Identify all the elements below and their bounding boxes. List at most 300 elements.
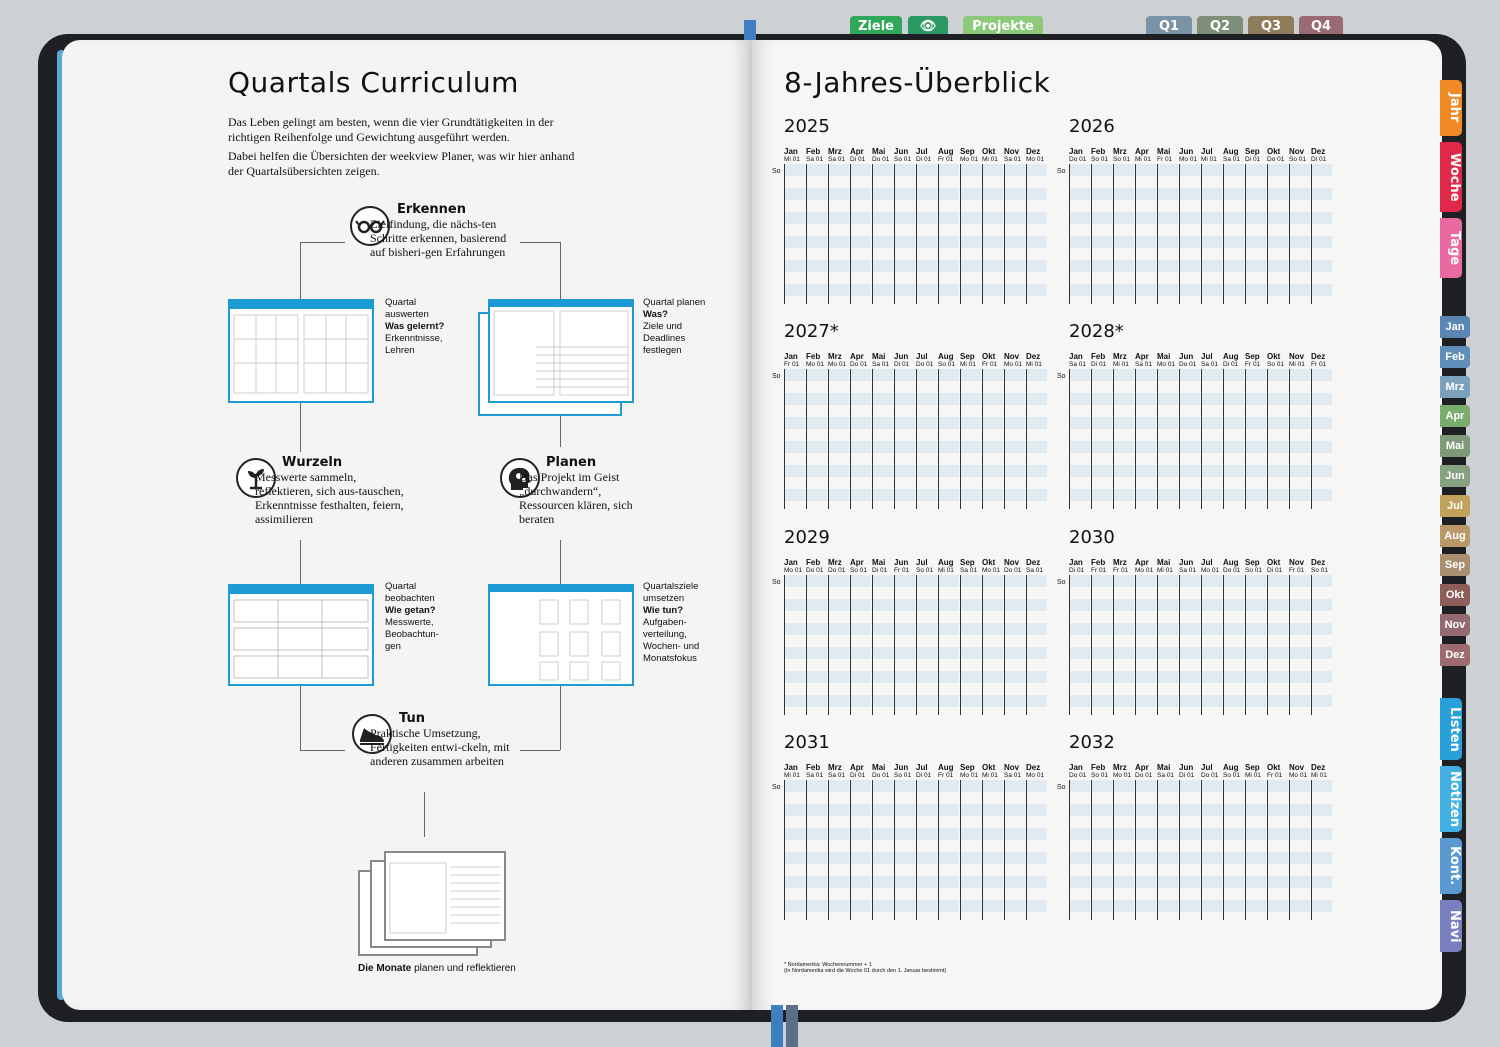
- month-name: Jan: [784, 558, 798, 567]
- month-first-day: Sa 01: [1179, 567, 1196, 574]
- sunday-row-label: So: [772, 784, 781, 791]
- tab-kont[interactable]: Kont.: [1440, 838, 1462, 894]
- month-week-strip: [1113, 575, 1134, 715]
- month-name: Okt: [982, 147, 996, 156]
- erkennen-title: Erkennen: [397, 202, 466, 217]
- month-first-day: Do 01: [1069, 772, 1087, 779]
- month-column: [1026, 764, 1046, 780]
- month-first-day: Mi 01: [982, 156, 998, 163]
- month-first-day: Sa 01: [1135, 361, 1152, 368]
- month-column: [1179, 764, 1199, 780]
- year-title: 2029: [784, 527, 830, 548]
- thumb-quartal-planen: [488, 299, 634, 403]
- month-first-day: Mo 01: [806, 361, 825, 368]
- label-quartal-beobachten: Quartal beobachten Wie getan? Messwerte, Beobachtun- gen: [385, 581, 439, 652]
- month-name: Sep: [960, 147, 975, 156]
- month-column: [1201, 764, 1221, 780]
- month-column: [1267, 148, 1287, 164]
- month-first-day: Mo 01: [1179, 156, 1198, 163]
- month-week-strip: [1245, 780, 1266, 920]
- month-week-strip: [938, 369, 959, 509]
- month-first-day: Do 01: [1201, 772, 1219, 779]
- month-first-day: Mi 01: [1113, 361, 1129, 368]
- month-column: [938, 764, 958, 780]
- month-first-day: Di 01: [916, 156, 932, 163]
- month-name: Jul: [1201, 352, 1213, 361]
- month-week-strip: [916, 369, 937, 509]
- year-title: 2030: [1069, 527, 1115, 548]
- month-first-day: Fr 01: [1091, 567, 1107, 574]
- month-name: Sep: [1245, 558, 1260, 567]
- month-first-day: Mo 01: [828, 361, 847, 368]
- month-column: [806, 148, 826, 164]
- month-first-day: Do 01: [872, 156, 890, 163]
- tab-month-feb[interactable]: Feb: [1440, 346, 1470, 368]
- label-quartal-auswerten: Quartal auswerten Was gelernt? Erkenntnisse, Lehren: [385, 297, 445, 356]
- month-name: Mai: [872, 147, 886, 156]
- month-first-day: So 01: [1091, 156, 1108, 163]
- month-column: [894, 764, 914, 780]
- month-column: [1091, 148, 1111, 164]
- month-name: Jul: [916, 763, 928, 772]
- tab-month-jan[interactable]: Jan: [1440, 316, 1470, 338]
- month-first-day: Mi 01: [784, 772, 800, 779]
- month-week-strip: [1311, 575, 1332, 715]
- month-first-day: Fr 01: [784, 361, 800, 368]
- erkennen-text: Zielfindung, die nächs-ten Schritte erkennen, basierend auf bisheri-gen Erfahrungen: [370, 217, 507, 259]
- tab-woche[interactable]: Woche: [1440, 142, 1462, 212]
- month-week-strip: [982, 780, 1003, 920]
- month-column: [1311, 353, 1331, 369]
- month-name: Feb: [1091, 352, 1106, 361]
- month-name: Feb: [1091, 558, 1106, 567]
- month-name: Jan: [784, 763, 798, 772]
- month-name: Jan: [1069, 147, 1083, 156]
- month-week-strip: [1201, 575, 1222, 715]
- month-name: Aug: [1223, 763, 1239, 772]
- month-column: [1026, 148, 1046, 164]
- month-column: [1135, 764, 1155, 780]
- ribbon-bottom-2: [786, 1005, 798, 1047]
- month-name: Mrz: [1113, 147, 1127, 156]
- month-column: [872, 353, 892, 369]
- month-week-strip: [1069, 575, 1090, 715]
- wurzeln-title: Wurzeln: [282, 455, 343, 470]
- month-name: Jun: [894, 352, 909, 361]
- month-week-strip: [1179, 575, 1200, 715]
- monate-caption: Die Monate planen und reflektieren: [358, 963, 516, 974]
- month-first-day: Fr 01: [938, 772, 954, 779]
- month-first-day: Sa 01: [1223, 156, 1240, 163]
- intro-text-2: Dabei helfen die Übersichten der weekview Planer, was wir hier anhand der Quartalsübersichten zeigen.: [228, 149, 575, 178]
- month-week-strip: [850, 369, 871, 509]
- month-name: Dez: [1026, 147, 1041, 156]
- month-name: Apr: [850, 147, 864, 156]
- month-first-day: Mo 01: [1157, 361, 1176, 368]
- month-first-day: Mi 01: [1245, 772, 1261, 779]
- year-block: [1057, 321, 1339, 511]
- month-name: Jun: [1179, 147, 1194, 156]
- month-name: Aug: [1223, 352, 1239, 361]
- month-name: Okt: [982, 558, 996, 567]
- month-column: [872, 559, 892, 575]
- month-first-day: Di 01: [872, 567, 888, 574]
- month-week-strip: [1289, 575, 1310, 715]
- month-week-strip: [916, 164, 937, 304]
- month-name: Nov: [1289, 558, 1305, 567]
- month-first-day: So 01: [1091, 772, 1108, 779]
- month-week-strip: [1026, 369, 1047, 509]
- month-week-strip: [1223, 780, 1244, 920]
- month-name: Dez: [1026, 763, 1041, 772]
- tab-month-dez[interactable]: Dez: [1440, 644, 1470, 666]
- ribbon-top: [744, 20, 756, 42]
- month-week-strip: [938, 164, 959, 304]
- month-name: Mrz: [828, 147, 842, 156]
- month-week-strip: [1004, 780, 1025, 920]
- month-column: [1311, 559, 1331, 575]
- month-name: Mai: [1157, 763, 1171, 772]
- month-name: Jan: [1069, 352, 1083, 361]
- month-column: [982, 353, 1002, 369]
- tab-month-mrz[interactable]: Mrz: [1440, 376, 1470, 398]
- year-title: 2025: [784, 116, 830, 137]
- month-column: [938, 148, 958, 164]
- month-column: [806, 559, 826, 575]
- month-week-strip: [894, 780, 915, 920]
- month-name: Mrz: [1113, 763, 1127, 772]
- month-week-strip: [784, 575, 805, 715]
- month-name: Mai: [1157, 147, 1171, 156]
- month-column: [1223, 559, 1243, 575]
- month-first-day: Mo 01: [1201, 567, 1220, 574]
- month-week-strip: [872, 780, 893, 920]
- month-name: Aug: [938, 147, 954, 156]
- month-name: Sep: [1245, 147, 1260, 156]
- month-week-strip: [1179, 780, 1200, 920]
- tun-text: Praktische Umsetzung, Fertigkeiten entwi-ckeln, mit anderen zusammen arbeiten: [370, 726, 510, 768]
- month-name: Dez: [1311, 352, 1326, 361]
- month-first-day: So 01: [938, 361, 955, 368]
- month-column: [1245, 353, 1265, 369]
- month-week-strip: [806, 780, 827, 920]
- month-column: [1223, 353, 1243, 369]
- month-column: [828, 559, 848, 575]
- month-column: [1267, 559, 1287, 575]
- tab-navi[interactable]: Navi: [1440, 900, 1462, 952]
- month-week-strip: [1245, 369, 1266, 509]
- month-week-strip: [872, 164, 893, 304]
- month-name: Mai: [872, 763, 886, 772]
- month-first-day: So 01: [894, 772, 911, 779]
- month-name: Sep: [960, 558, 975, 567]
- tab-ziele[interactable]: Ziele: [850, 16, 902, 38]
- month-first-day: Mo 01: [784, 567, 803, 574]
- sunday-row-label: So: [1057, 784, 1066, 791]
- month-first-day: Do 01: [806, 567, 824, 574]
- month-column: [806, 764, 826, 780]
- month-column: [1245, 559, 1265, 575]
- month-first-day: So 01: [1223, 772, 1240, 779]
- month-first-day: Mi 01: [960, 361, 976, 368]
- tab-month-sep[interactable]: Sep: [1440, 554, 1470, 576]
- month-week-strip: [1091, 780, 1112, 920]
- month-column: [1026, 353, 1046, 369]
- month-first-day: Di 01: [916, 772, 932, 779]
- month-name: Mai: [872, 352, 886, 361]
- month-first-day: So 01: [916, 567, 933, 574]
- month-week-strip: [828, 164, 849, 304]
- month-column: [1157, 148, 1177, 164]
- month-week-strip: [1311, 780, 1332, 920]
- month-column: [960, 764, 980, 780]
- month-first-day: Di 01: [1069, 567, 1085, 574]
- month-name: Jan: [1069, 558, 1083, 567]
- month-week-strip: [1289, 164, 1310, 304]
- month-column: [1113, 353, 1133, 369]
- month-first-day: Mi 01: [1201, 156, 1217, 163]
- page-title-left: Quartals Curriculum: [228, 66, 519, 99]
- tab-month-mai[interactable]: Mai: [1440, 435, 1470, 457]
- month-week-strip: [850, 575, 871, 715]
- month-name: Nov: [1289, 352, 1305, 361]
- month-name: Jun: [894, 558, 909, 567]
- month-first-day: Do 01: [1069, 156, 1087, 163]
- month-column: [850, 559, 870, 575]
- month-first-day: Sa 01: [828, 156, 845, 163]
- month-column: [916, 764, 936, 780]
- ribbon-bottom: [771, 1005, 783, 1047]
- month-name: Nov: [1004, 763, 1020, 772]
- month-name: Feb: [1091, 147, 1106, 156]
- month-week-strip: [1026, 575, 1047, 715]
- month-column: [1179, 148, 1199, 164]
- month-name: Aug: [1223, 558, 1239, 567]
- year-title: 2032: [1069, 732, 1115, 753]
- month-week-strip: [784, 369, 805, 509]
- month-name: Sep: [1245, 763, 1260, 772]
- sunday-row-label: So: [772, 168, 781, 175]
- thumb-quartalsziele-umsetzen: [488, 584, 634, 686]
- year-block: [772, 527, 1054, 717]
- month-name: Okt: [1267, 558, 1281, 567]
- month-column: [1004, 353, 1024, 369]
- month-first-day: Mi 01: [1135, 156, 1151, 163]
- month-name: Apr: [1135, 352, 1149, 361]
- tab-listen[interactable]: Listen: [1440, 698, 1462, 760]
- tab-q4[interactable]: Q4: [1299, 16, 1343, 38]
- month-first-day: So 01: [1113, 156, 1130, 163]
- month-name: Apr: [850, 558, 864, 567]
- month-column: [1157, 353, 1177, 369]
- month-name: Mai: [1157, 558, 1171, 567]
- month-week-strip: [1135, 575, 1156, 715]
- month-column: [1135, 559, 1155, 575]
- month-week-strip: [806, 575, 827, 715]
- month-first-day: Mi 01: [1289, 361, 1305, 368]
- month-name: Jul: [916, 558, 928, 567]
- month-week-strip: [1201, 780, 1222, 920]
- month-column: [828, 353, 848, 369]
- month-week-strip: [1004, 164, 1025, 304]
- tab-month-nov[interactable]: Nov: [1440, 614, 1470, 636]
- month-first-day: Sa 01: [1026, 567, 1043, 574]
- month-week-strip: [1267, 780, 1288, 920]
- month-first-day: Di 01: [1091, 361, 1107, 368]
- month-column: [1289, 353, 1309, 369]
- month-week-strip: [1135, 369, 1156, 509]
- month-first-day: Fr 01: [1289, 567, 1305, 574]
- label-quartalsziele-umsetzen: Quartalsziele umsetzen Wie tun? Aufgaben- verteilung, Wochen- und Monatsfokus: [643, 581, 700, 664]
- month-week-strip: [784, 780, 805, 920]
- month-column: [1157, 559, 1177, 575]
- month-first-day: Mo 01: [1113, 772, 1132, 779]
- month-week-strip: [1004, 575, 1025, 715]
- month-name: Jul: [1201, 147, 1213, 156]
- tab-notizen[interactable]: Notizen: [1440, 766, 1462, 832]
- month-week-strip: [1135, 780, 1156, 920]
- month-column: [1311, 764, 1331, 780]
- sunday-row-label: So: [1057, 373, 1066, 380]
- month-first-day: Sa 01: [960, 567, 977, 574]
- month-column: [1004, 148, 1024, 164]
- month-first-day: Di 01: [1311, 156, 1327, 163]
- cycle-line: [520, 242, 560, 243]
- month-column: [872, 148, 892, 164]
- month-column: [784, 353, 804, 369]
- wurzeln-text: Messwerte sammeln, reflektieren, sich aus-tauschen, Erkenntnisse festhalten, feiern, assimilieren: [255, 470, 404, 526]
- month-column: [850, 764, 870, 780]
- month-week-strip: [1113, 780, 1134, 920]
- month-column: [982, 764, 1002, 780]
- month-column: [1223, 764, 1243, 780]
- month-column: [960, 353, 980, 369]
- month-week-strip: [872, 575, 893, 715]
- month-week-strip: [1113, 164, 1134, 304]
- month-first-day: Mi 01: [1157, 567, 1173, 574]
- month-column: [828, 764, 848, 780]
- month-first-day: So 01: [1289, 156, 1306, 163]
- tab-month-jun[interactable]: Jun: [1440, 465, 1470, 487]
- tab-jahr[interactable]: Jahr: [1440, 80, 1462, 136]
- month-name: Okt: [982, 352, 996, 361]
- month-name: Mrz: [1113, 558, 1127, 567]
- month-name: Jul: [916, 147, 928, 156]
- year-block: [1057, 732, 1339, 922]
- month-first-day: Fr 01: [1267, 772, 1283, 779]
- tab-projekte[interactable]: Projekte: [963, 16, 1043, 38]
- month-name: Aug: [938, 763, 954, 772]
- year-title: 2028*: [1069, 321, 1124, 342]
- year-title: 2027*: [784, 321, 839, 342]
- tab-eye-icon[interactable]: 👁: [908, 16, 948, 38]
- month-week-strip: [1267, 575, 1288, 715]
- cycle-line: [300, 750, 345, 751]
- month-week-strip: [1223, 575, 1244, 715]
- month-column: [894, 559, 914, 575]
- month-week-strip: [1201, 369, 1222, 509]
- month-name: Dez: [1311, 558, 1326, 567]
- month-week-strip: [828, 369, 849, 509]
- thumb-quartal-auswerten: [228, 299, 374, 403]
- month-column: [872, 764, 892, 780]
- month-first-day: Sa 01: [1201, 361, 1218, 368]
- month-column: [1201, 353, 1221, 369]
- month-column: [828, 148, 848, 164]
- tab-tage[interactable]: Tage: [1440, 218, 1462, 278]
- tab-q3[interactable]: Q3: [1248, 16, 1294, 38]
- month-first-day: Mo 01: [1026, 156, 1045, 163]
- month-name: Jul: [916, 352, 928, 361]
- month-week-strip: [938, 780, 959, 920]
- month-column: [784, 148, 804, 164]
- month-name: Jun: [1179, 352, 1194, 361]
- month-column: [894, 148, 914, 164]
- month-week-strip: [982, 164, 1003, 304]
- month-first-day: Fr 01: [1157, 156, 1173, 163]
- month-column: [1267, 764, 1287, 780]
- month-column: [1245, 764, 1265, 780]
- month-name: Apr: [1135, 763, 1149, 772]
- month-first-day: Fr 01: [938, 156, 954, 163]
- month-week-strip: [1069, 369, 1090, 509]
- month-column: [1201, 559, 1221, 575]
- month-name: Dez: [1311, 147, 1326, 156]
- month-first-day: Di 01: [850, 772, 866, 779]
- tab-month-aug[interactable]: Aug: [1440, 525, 1470, 547]
- intro-text-1: Das Leben gelingt am besten, wenn die vier Grundtätigkeiten in der richtigen Reihenfolge und Gewichtung ausgeführt werden.: [228, 115, 554, 144]
- month-week-strip: [960, 780, 981, 920]
- month-name: Jan: [1069, 763, 1083, 772]
- month-name: Aug: [938, 558, 954, 567]
- month-first-day: Mi 01: [938, 567, 954, 574]
- month-column: [850, 353, 870, 369]
- month-week-strip: [1004, 369, 1025, 509]
- tab-month-okt[interactable]: Okt: [1440, 584, 1470, 606]
- month-week-strip: [938, 575, 959, 715]
- month-column: [1113, 764, 1133, 780]
- month-first-day: Sa 01: [1069, 361, 1086, 368]
- footnote: * Nordamerika: Wochennummer + 1 (In Nordamerika wird die Woche 01 durch den 1. Januar bestimmt): [784, 962, 947, 974]
- page-title-right: 8-Jahres-Überblick: [784, 66, 1051, 99]
- month-week-strip: [960, 164, 981, 304]
- tab-q2[interactable]: Q2: [1197, 16, 1243, 38]
- month-name: Jun: [894, 763, 909, 772]
- month-first-day: Do 01: [872, 772, 890, 779]
- tab-month-apr[interactable]: Apr: [1440, 405, 1470, 427]
- month-name: Aug: [938, 352, 954, 361]
- month-column: [1311, 148, 1331, 164]
- month-first-day: Mi 01: [1311, 772, 1327, 779]
- month-column: [982, 559, 1002, 575]
- month-name: Feb: [806, 558, 821, 567]
- month-first-day: Sa 01: [806, 156, 823, 163]
- month-column: [806, 353, 826, 369]
- month-week-strip: [1157, 164, 1178, 304]
- month-column: [784, 764, 804, 780]
- year-block: [1057, 527, 1339, 717]
- month-first-day: Di 01: [1223, 361, 1239, 368]
- month-week-strip: [1245, 575, 1266, 715]
- tab-q1[interactable]: Q1: [1146, 16, 1192, 38]
- month-first-day: Sa 01: [872, 361, 889, 368]
- month-column: [1289, 148, 1309, 164]
- month-week-strip: [1157, 780, 1178, 920]
- month-week-strip: [916, 780, 937, 920]
- tab-month-jul[interactable]: Jul: [1440, 495, 1470, 517]
- month-column: [1091, 764, 1111, 780]
- cycle-line: [424, 792, 425, 837]
